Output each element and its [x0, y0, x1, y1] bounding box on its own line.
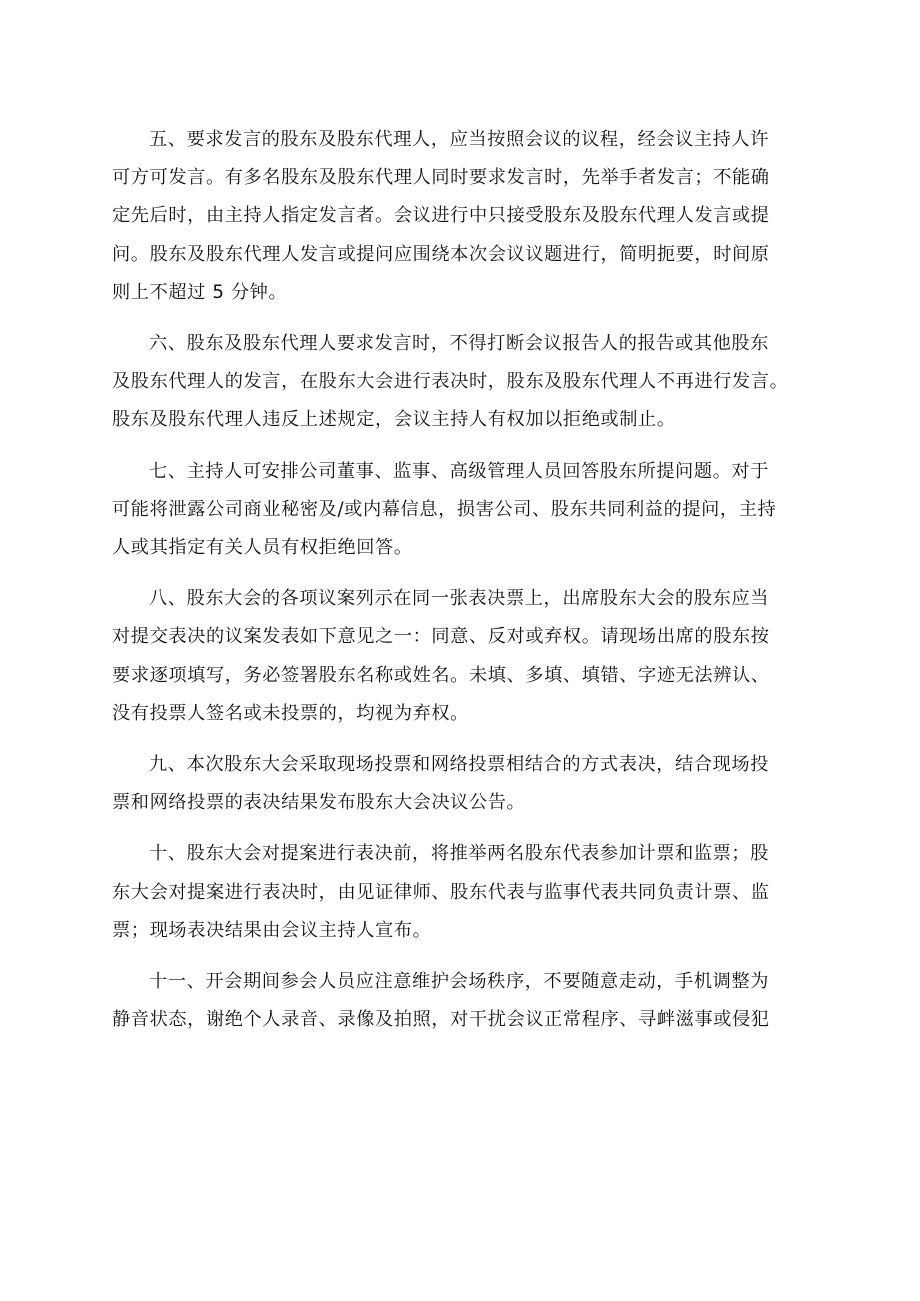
text-line: 东大会对提案进行表决时，由见证律师、股东代表与监事代表共同负责计票、监 — [112, 881, 770, 903]
document-page — [112, 121, 820, 1052]
paragraph-5 — [112, 121, 820, 312]
text-line: 七、主持人可安排公司董事、监事、高级管理人员回答股东所提问题。对于 — [149, 460, 769, 482]
text-line: 及股东代理人的发言，在股东大会进行表决时，股东及股东代理人不再进行发言。 — [112, 371, 789, 393]
text-line: 九、本次股东大会采取现场投票和网络投票相结合的方式表决，结合现场投 — [149, 754, 769, 776]
text-line: 票；现场表决结果由会议主持人宣布。 — [112, 919, 432, 941]
text-line: 静音状态，谢绝个人录音、录像及拍照，对干扰会议正常程序、寻衅滋事或侵犯 — [112, 1009, 770, 1031]
text-line: 五、要求发言的股东及股东代理人，应当按照会议的议程，经会议主持人许 — [149, 129, 769, 150]
text-line: 问。股东及股东代理人发言或提问应围绕本次会议议题进行，简明扼要，时间原 — [112, 243, 770, 265]
text-line: 六、股东及股东代理人要求发言时，不得打断会议报告人的报告或其他股东 — [149, 333, 769, 355]
text-line: 则上不超过 5 分钟。 — [112, 281, 288, 303]
text-line: 可方可发言。有多名股东及股东代理人同时要求发言时，先举手者发言；不能确 — [112, 167, 770, 189]
text-line: 八、股东大会的各项议案列示在同一张表决票上，出席股东大会的股东应当 — [149, 588, 769, 610]
text-line: 股东及股东代理人违反上述规定，会议主持人有权加以拒绝或制止。 — [112, 409, 676, 431]
text-line: 对提交表决的议案发表如下意见之一：同意、反对或弃权。请现场出席的股东按 — [112, 626, 770, 648]
paragraph-10 — [112, 835, 820, 950]
paragraph-8 — [112, 580, 820, 733]
text-line: 定先后时，由主持人指定发言者。会议进行中只接受股东及股东代理人发言或提 — [112, 205, 770, 227]
paragraph-7 — [112, 453, 820, 568]
text-line: 人或其指定有关人员有权拒绝回答。 — [112, 537, 413, 559]
text-line: 要求逐项填写，务必签署股东名称或姓名。未填、多填、填错、字迹无法辨认、 — [112, 664, 770, 686]
text-line: 没有投票人签名或未投票的，均视为弃权。 — [112, 702, 469, 724]
paragraph-9 — [112, 746, 820, 822]
text-line: 票和网络投票的表决结果发布股东大会决议公告。 — [112, 792, 526, 814]
text-line: 可能将泄露公司商业秘密及/或内幕信息，损害公司、股东共同利益的提问，主持 — [112, 498, 777, 520]
text-line: 十、股东大会对提案进行表决前，将推举两名股东代表参加计票和监票；股 — [149, 843, 769, 865]
text-line: 十一、开会期间参会人员应注意维护会场秩序，不要随意走动，手机调整为 — [149, 971, 769, 993]
paragraph-11 — [112, 963, 820, 1039]
paragraph-6 — [112, 325, 820, 440]
